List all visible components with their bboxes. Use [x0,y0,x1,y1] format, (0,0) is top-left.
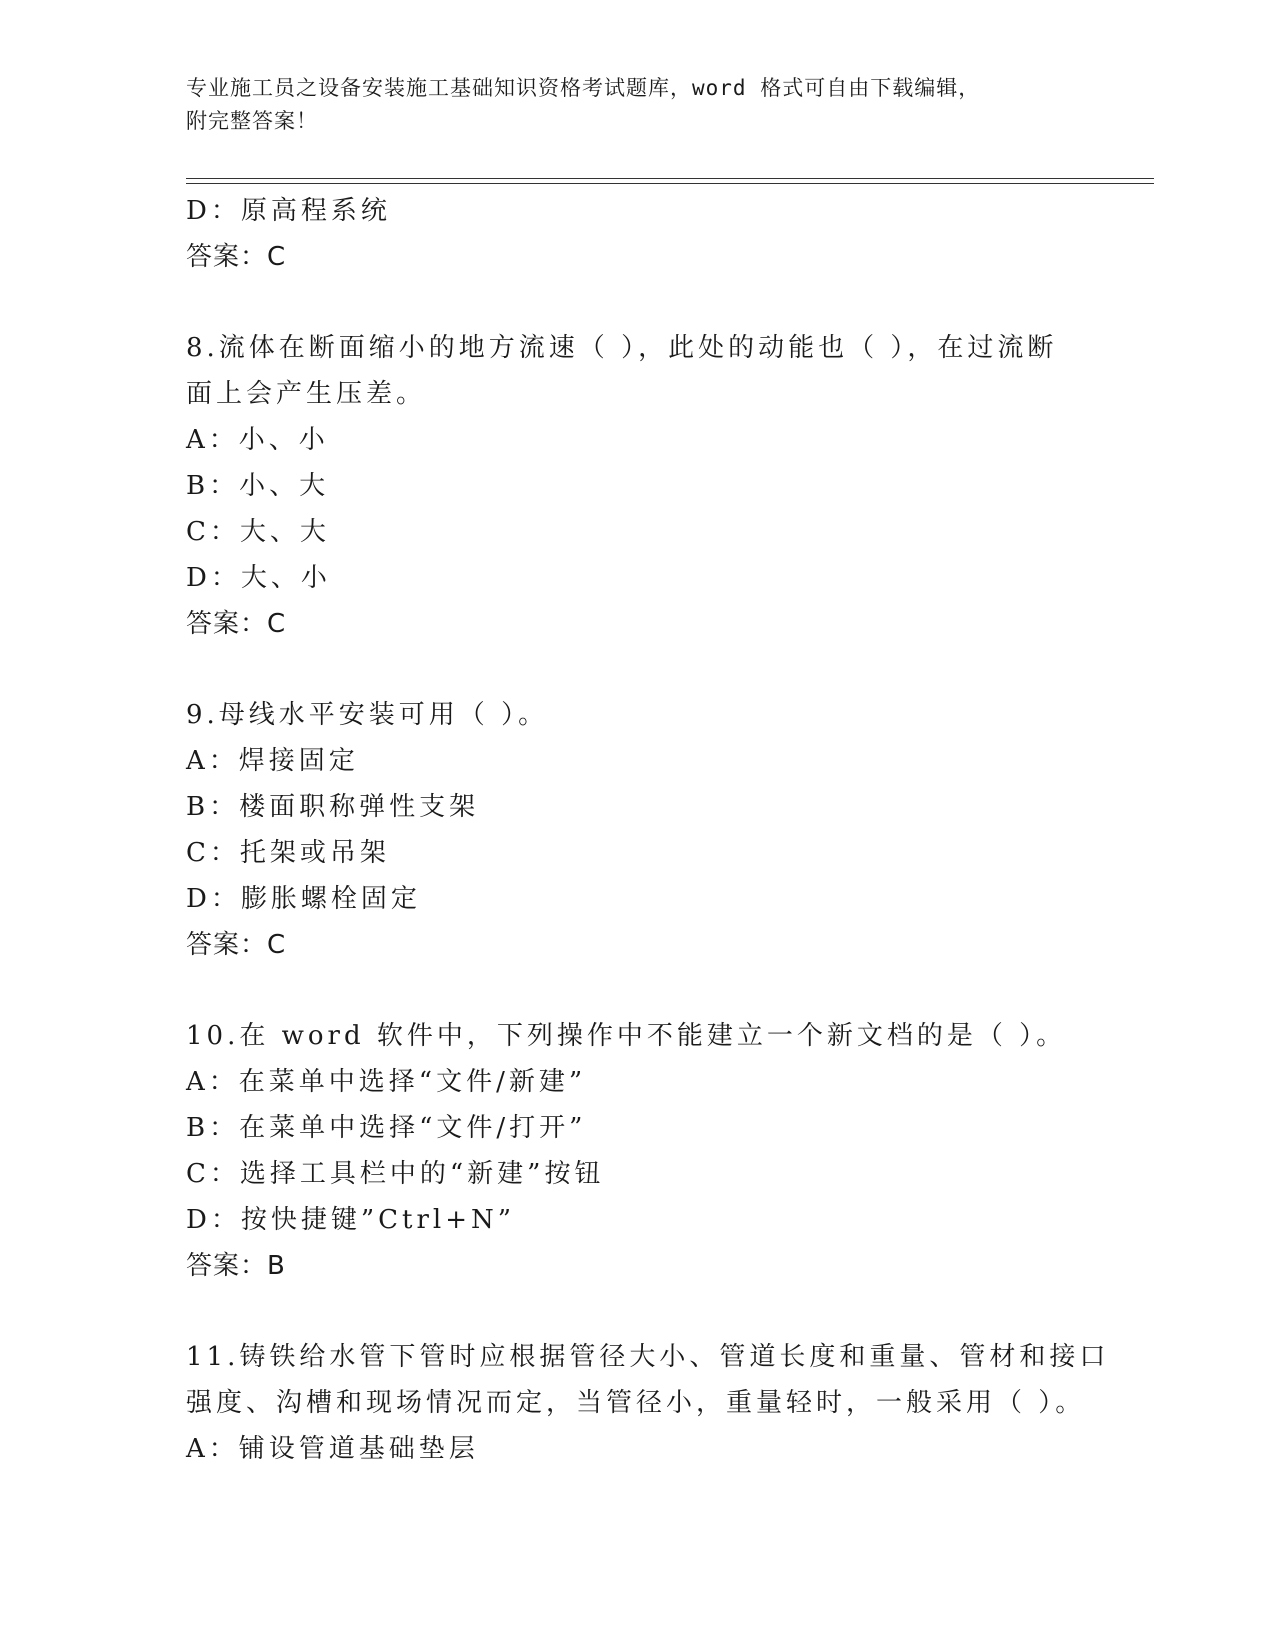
answer-line: 答案：C [186,242,287,272]
question-block-8 [186,325,1086,647]
option-d: D：按快捷键”Ctrl+N” [186,1205,516,1235]
option-d: D：膨胀螺栓固定 [186,884,421,914]
question-block-previous [186,188,1086,280]
header-line-2: 附完整答案！ [186,109,318,133]
question-stem-continued: 强度、沟槽和现场情况而定，当管径小，重量轻时，一般采用（ ）。 [186,1388,1086,1418]
question-stem: 11.铸铁给水管下管时应根据管径大小、管道长度和重量、管材和接口 [186,1342,1110,1372]
answer-line: 答案：C [186,609,287,639]
answer-line: 答案：C [186,930,287,960]
option-b: B：楼面职称弹性支架 [186,792,480,822]
option-a: A：铺设管道基础垫层 [186,1434,479,1464]
question-stem: 8.流体在断面缩小的地方流速（ ），此处的动能也（ ），在过流断 [186,333,1058,363]
option-c: C：托架或吊架 [186,838,390,868]
question-block-11 [186,1334,1110,1472]
option-b: B：小、大 [186,471,330,501]
question-stem-continued: 面上会产生压差。 [186,379,427,409]
option-a: A：在菜单中选择“文件/新建” [186,1067,587,1097]
option-a: A：小、小 [186,425,329,455]
question-list [186,188,1110,1472]
option-b: B：在菜单中选择“文件/打开” [186,1113,587,1143]
question-block-9 [186,692,1086,968]
header-divider-top [186,178,1154,179]
option-c: C：选择工具栏中的“新建”按钮 [186,1159,605,1189]
header-line-1: 专业施工员之设备安装施工基础知识资格考试题库，word 格式可自由下载编辑， [186,76,981,100]
document-header [186,72,1086,138]
header-divider-bottom [186,183,1154,184]
answer-line: 答案：B [186,1251,286,1281]
option-c: C：大、大 [186,517,330,547]
option-a: A：焊接固定 [186,746,359,776]
option-d: D：原高程系统 [186,196,391,226]
question-block-10 [186,1013,1086,1289]
option-d: D：大、小 [186,563,331,593]
question-stem: 9.母线水平安装可用（ ）。 [186,700,549,730]
question-stem: 10.在 word 软件中，下列操作中不能建立一个新文档的是（ ）。 [186,1021,1067,1051]
